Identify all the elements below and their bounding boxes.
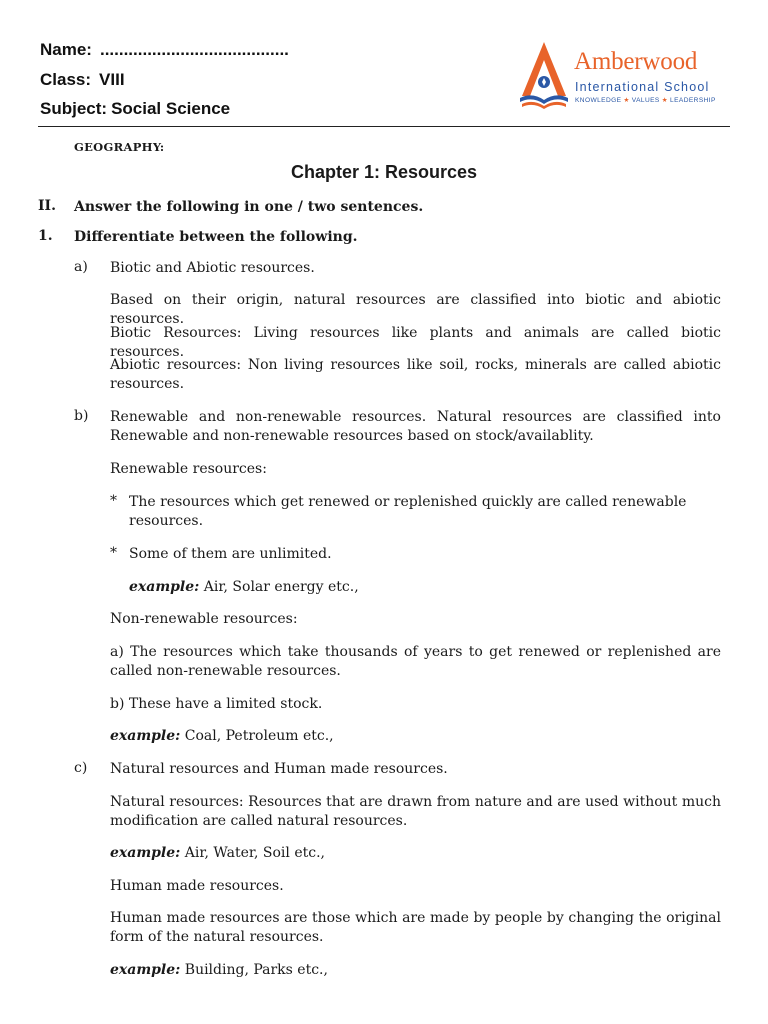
item-b-marker: b) (74, 408, 89, 424)
human-made-example-text: Building, Parks etc., (180, 962, 328, 978)
question-number: II. (38, 198, 56, 214)
item-a-paragraph-1: Based on their origin, natural resources are classified into biotic and abiotic resources. (110, 292, 721, 327)
star-icon: ★ (623, 97, 630, 104)
sub-question-text: Differentiate between the following. (74, 229, 358, 245)
tagline-knowledge: KNOWLEDGE (575, 97, 622, 104)
school-logo (516, 38, 730, 114)
item-c-title: Natural resources and Human made resources. (110, 761, 448, 777)
logo-tagline (575, 96, 716, 104)
item-c-marker: c) (74, 760, 88, 776)
example-label: example: (110, 962, 181, 978)
subject-value: Social Science (111, 99, 231, 118)
class-label: Class: (40, 70, 92, 89)
section-label: GEOGRAPHY: (74, 140, 165, 154)
non-renewable-example-text: Coal, Petroleum etc., (180, 728, 334, 744)
subject-label: Subject: (40, 99, 108, 118)
example-label: example: (110, 845, 181, 861)
renewable-heading: Renewable resources: (110, 461, 267, 477)
renewable-bullet-1: The resources which get renewed or replenished quickly are called renewable resources. (129, 494, 687, 529)
non-renewable-point-a: a) The resources which take thousands of years to get renewed or replenished are called non-renewable resources. (110, 644, 721, 679)
subject-line (40, 99, 230, 119)
name-label: Name: (40, 40, 92, 59)
sub-question-number: 1. (38, 228, 53, 244)
item-c-paragraph-1: Natural resources: Resources that are drawn from nature and are used without much modification are called natural resources. (110, 794, 721, 829)
example-label: example: (129, 579, 200, 595)
logo-name: Amberwood (574, 48, 698, 75)
logo-emblem-icon (516, 40, 572, 112)
human-made-heading: Human made resources. (110, 878, 284, 894)
item-a-title: Biotic and Abiotic resources. (110, 260, 315, 276)
renewable-bullet-2: Some of them are unlimited. (129, 546, 332, 562)
class-line (40, 70, 125, 90)
item-b-title: Renewable and non-renewable resources. Natural resources are classified into Renewable and non-renewable resources based on stock/availablity. (110, 409, 721, 444)
bullet-marker: * (110, 545, 117, 561)
header-divider (38, 126, 730, 127)
item-a-marker: a) (74, 259, 88, 275)
question-text: Answer the following in one / two sentences. (74, 199, 424, 215)
human-made-example (110, 961, 721, 980)
page-header (0, 0, 768, 130)
chapter-title: Chapter 1: Resources (290, 162, 478, 182)
item-c-paragraph-2: Human made resources are those which are made by people by changing the original form of the natural resources. (110, 910, 721, 945)
tagline-leadership: LEADERSHIP (670, 97, 716, 104)
natural-example (110, 844, 721, 863)
renewable-example-text: Air, Solar energy etc., (199, 579, 359, 595)
star-icon: ★ (661, 97, 669, 104)
tagline-values: VALUES (631, 97, 660, 104)
example-label: example: (110, 728, 181, 744)
name-line (40, 40, 289, 60)
non-renewable-heading: Non-renewable resources: (110, 611, 298, 627)
logo-subtitle: International School (575, 80, 710, 94)
name-value: ........................................ (99, 40, 289, 59)
renewable-example (129, 578, 709, 597)
item-a-paragraph-3: Abiotic resources: Non living resources like soil, rocks, minerals are called abiotic resources. (110, 357, 721, 392)
bullet-marker: * (110, 493, 117, 509)
class-value: VIII (99, 70, 125, 89)
item-a-paragraph-2: Biotic Resources: Living resources like plants and animals are called biotic resources. (110, 325, 721, 360)
non-renewable-example (110, 727, 721, 746)
non-renewable-point-b: b) These have a limited stock. (110, 696, 323, 712)
natural-example-text: Air, Water, Soil etc., (180, 845, 325, 861)
